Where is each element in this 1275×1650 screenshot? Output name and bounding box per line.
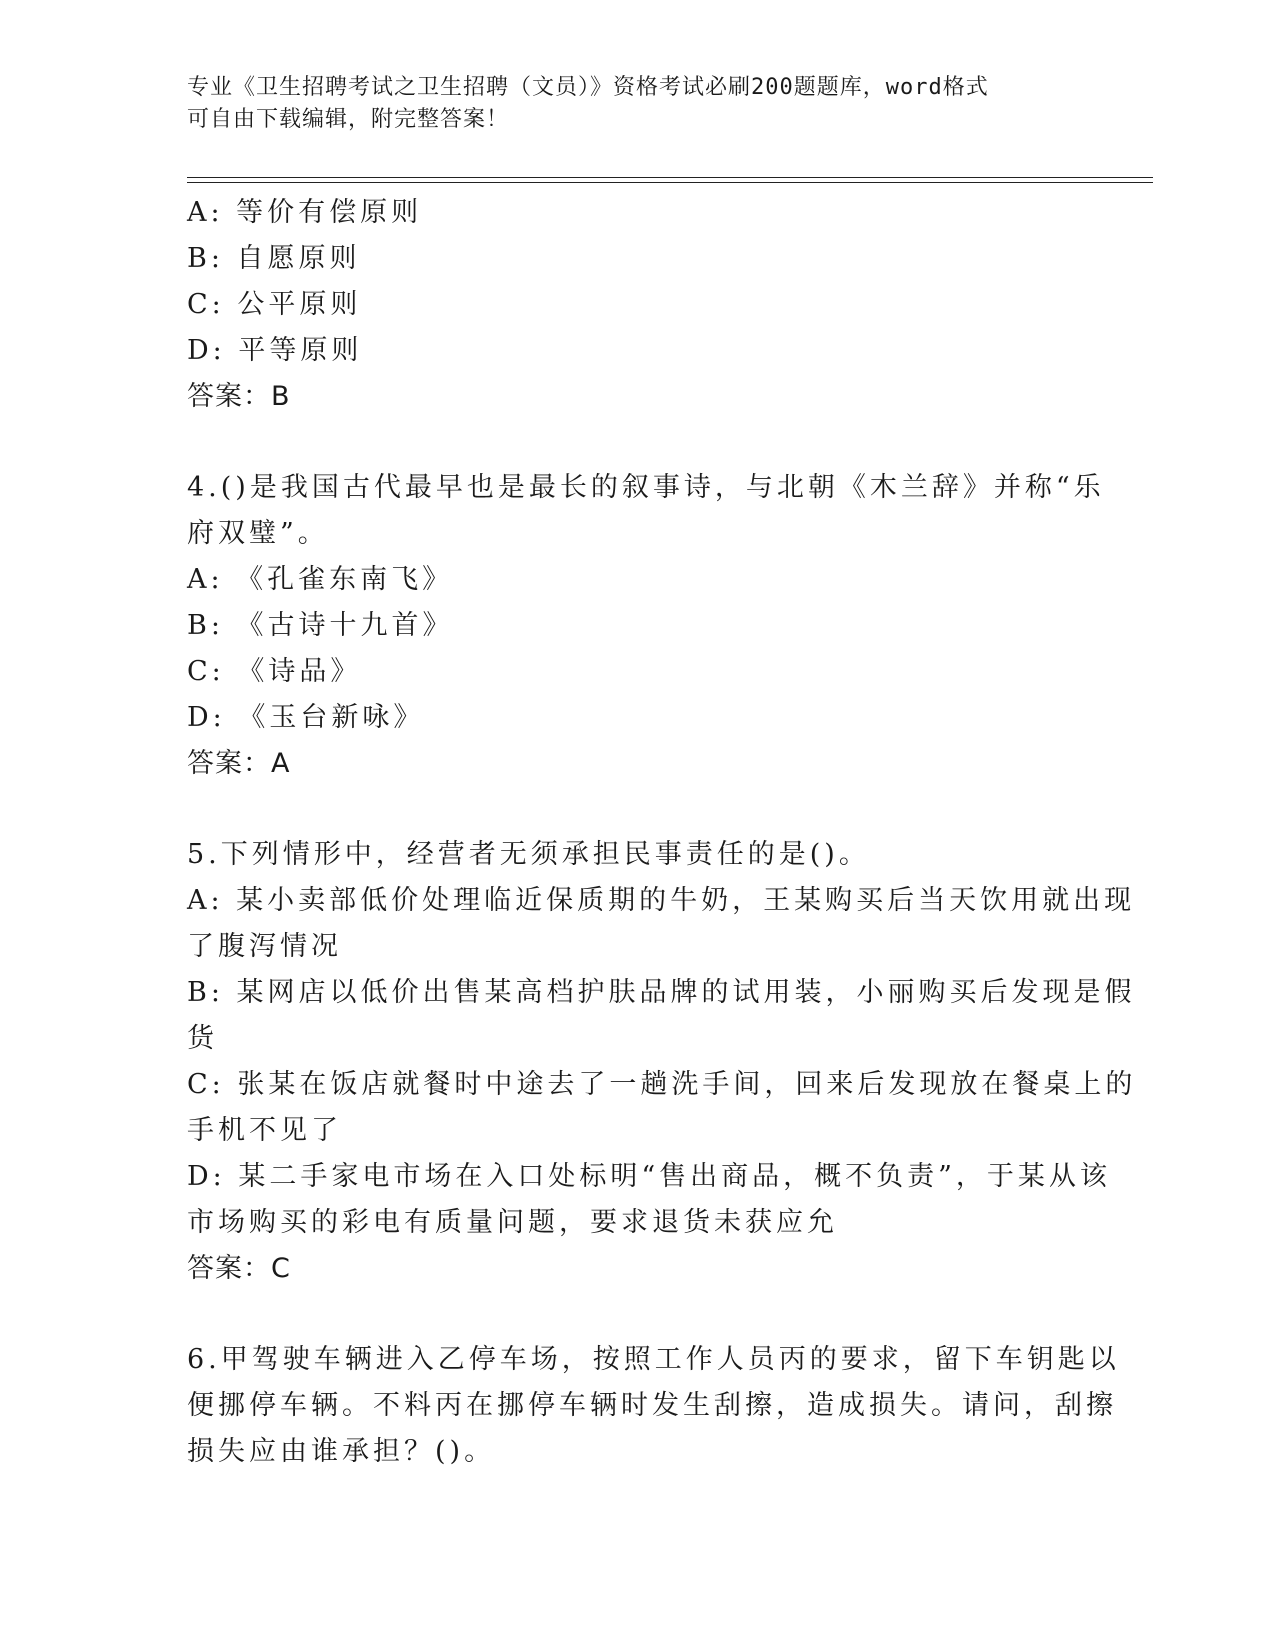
question-stem: 府双璧”。	[187, 518, 329, 549]
header-divider-top	[187, 177, 1153, 178]
option-c-continued: 手机不见了	[187, 1115, 342, 1146]
question-5	[187, 832, 1137, 1292]
option-d: D: 平等原则	[187, 335, 363, 366]
document-header	[187, 72, 1067, 136]
question-3	[187, 190, 1087, 420]
question-stem: 损失应由谁承担？()。	[187, 1436, 496, 1467]
option-a: A: 某小卖部低价处理临近保质期的牛奶，王某购买后当天饮用就出现	[187, 885, 1136, 916]
option-a: A: 等价有偿原则	[187, 197, 423, 228]
question-content	[187, 190, 1137, 1475]
header-divider-bottom	[187, 182, 1153, 183]
answer: 答案：C	[187, 1253, 291, 1284]
question-6	[187, 1337, 1120, 1475]
answer: 答案：B	[187, 381, 291, 412]
question-stem: 6.甲驾驶车辆进入乙停车场，按照工作人员丙的要求，留下车钥匙以	[187, 1344, 1120, 1375]
question-stem: 便挪停车辆。不料丙在挪停车辆时发生刮擦，造成损失。请问，刮擦	[187, 1390, 1117, 1421]
question-4	[187, 465, 1105, 787]
answer: 答案：A	[187, 748, 291, 779]
option-c: C: 公平原则	[187, 289, 362, 320]
header-line-1: 专业《卫生招聘考试之卫生招聘（文员）》资格考试必刷200题题库，word格式	[187, 75, 989, 100]
header-line-2: 可自由下载编辑，附完整答案！	[187, 107, 510, 132]
option-d: D: 某二手家电市场在入口处标明“售出商品，概不负责”，于某从该	[187, 1161, 1111, 1192]
option-d-continued: 市场购买的彩电有质量问题，要求退货未获应允	[187, 1207, 838, 1238]
option-b: B: 某网店以低价出售某高档护肤品牌的试用装，小丽购买后发现是假	[187, 977, 1136, 1008]
question-stem: 4.()是我国古代最早也是最长的叙事诗，与北朝《木兰辞》并称“乐	[187, 472, 1105, 503]
option-c: C: 《诗品》	[187, 656, 362, 687]
option-d: D: 《玉台新咏》	[187, 702, 425, 733]
question-stem: 5.下列情形中，经营者无须承担民事责任的是()。	[187, 839, 870, 870]
option-a: A: 《孔雀东南飞》	[187, 564, 454, 595]
option-b: B: 《古诗十九首》	[187, 610, 454, 641]
option-a-continued: 了腹泻情况	[187, 931, 342, 962]
option-c: C: 张某在饭店就餐时中途去了一趟洗手间，回来后发现放在餐桌上的	[187, 1069, 1137, 1100]
option-b: B: 自愿原则	[187, 243, 361, 274]
option-b-continued: 货	[187, 1023, 218, 1054]
